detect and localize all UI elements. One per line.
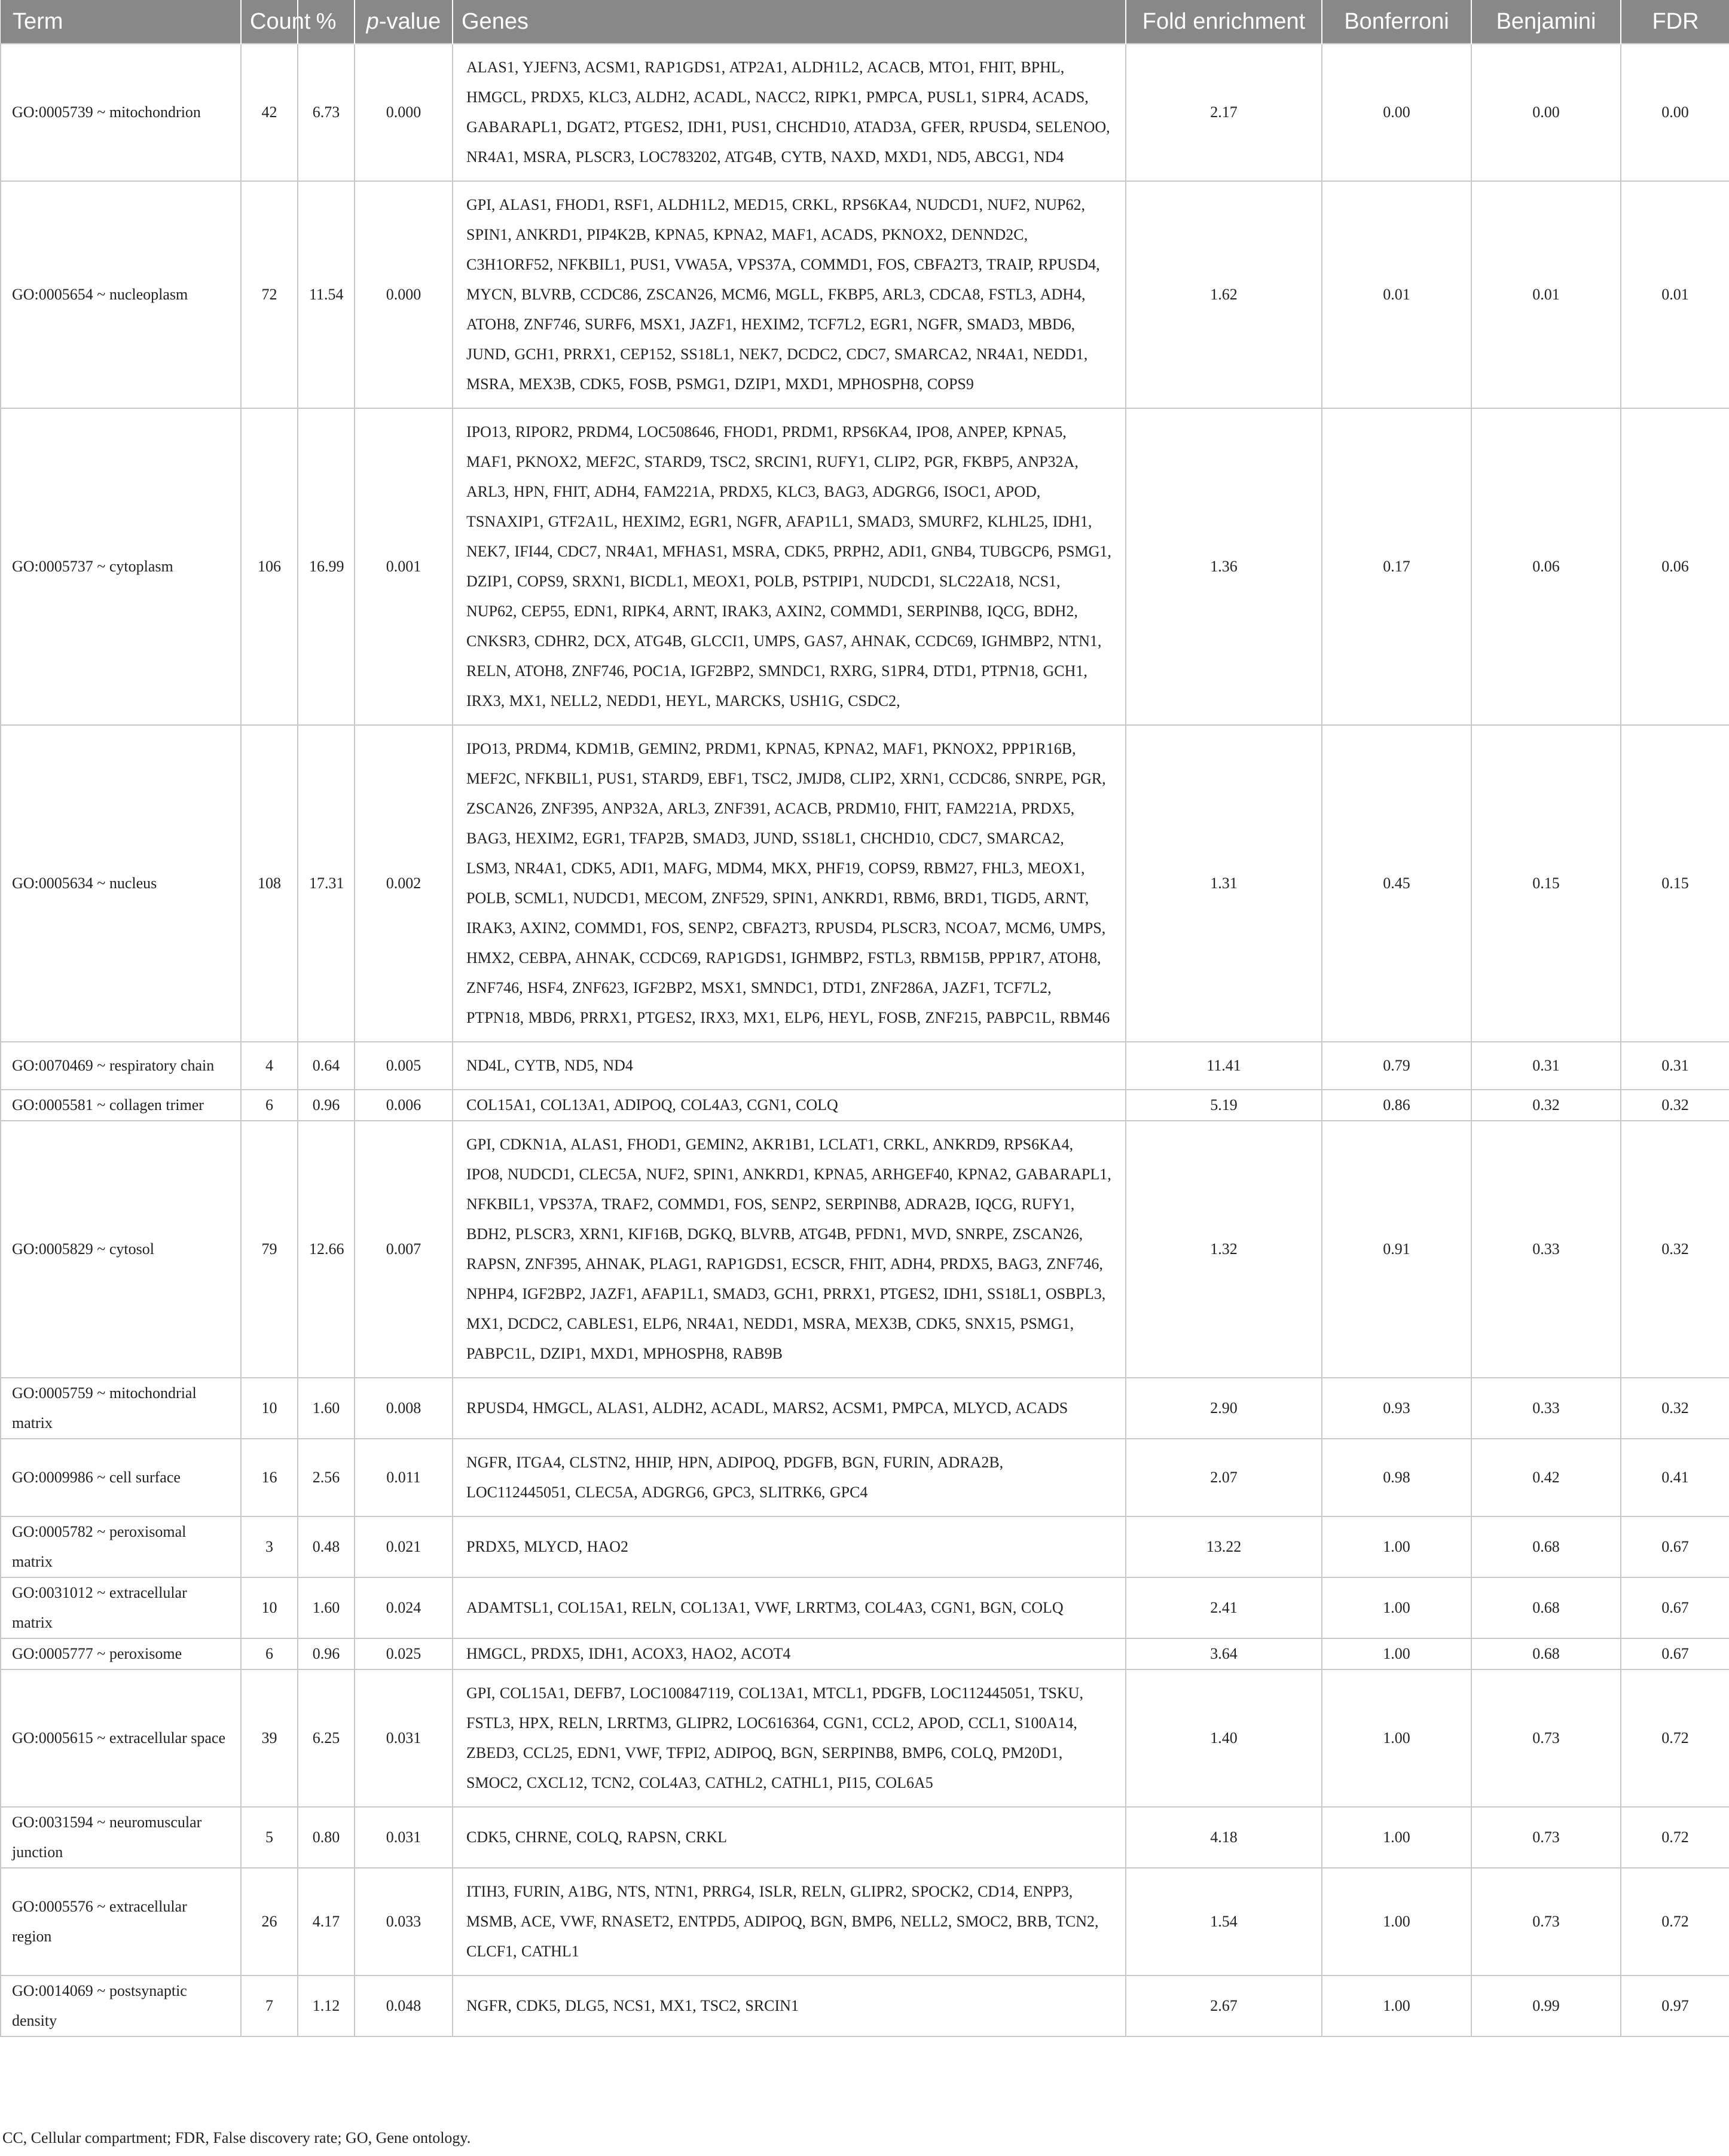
cell-benjamini: 0.33 bbox=[1471, 1121, 1621, 1378]
cell-pvalue: 0.000 bbox=[355, 181, 453, 408]
cell-fold-enrichment: 1.36 bbox=[1126, 408, 1322, 725]
cell-fold-enrichment: 1.62 bbox=[1126, 181, 1322, 408]
header-percent: % bbox=[298, 0, 355, 44]
cell-genes: GPI, CDKN1A, ALAS1, FHOD1, GEMIN2, AKR1B1, LCLAT1, CRKL, ANKRD9, RPS6KA4, IPO8, NUDCD1, CLEC5A, NUF2, SPIN1, ANKRD1, KPNA5, ARHGEF40, KPNA2, GABARAPL1, NFKBIL1, VPS37A, TRAF2, COMMD1, FOS, SENP2, SERPINB8, ADRA2B, IQCG, RUFY1, BDH2, PLSCR3, XRN1, KIF16B, DGKQ, BLVRB, ATG4B, PFDN1, MVD, SNRPE, ZSCAN26, RAPSN, ZNF395, AHNAK, PLAG1, RAP1GDS1, ECSCR, FHIT, ADH4, PRDX5, BAG3, ZNF746, NPHP4, IGF2BP2, JAZF1, AFAP1L1, SMAD3, GCH1, PRRX1, PTGES2, IDH1, SS18L1, OSBPL3, MX1, DCDC2, CABLES1, ELP6, NR4A1, NEDD1, MSRA, MEX3B, CDK5, SNX15, PSMG1, PABPC1L, DZIP1, MXD1, MPHOSPH8, RAB9B bbox=[453, 1121, 1126, 1378]
cell-genes: RPUSD4, HMGCL, ALAS1, ALDH2, ACADL, MARS2, ACSM1, PMPCA, MLYCD, ACADS bbox=[453, 1378, 1126, 1439]
cell-fdr: 0.97 bbox=[1621, 1975, 1729, 2036]
header-benjamini: Benjamini bbox=[1471, 0, 1621, 44]
header-bonferroni: Bonferroni bbox=[1322, 0, 1471, 44]
table-row bbox=[1, 1042, 1729, 1090]
cell-genes: GPI, ALAS1, FHOD1, RSF1, ALDH1L2, MED15, CRKL, RPS6KA4, NUDCD1, NUF2, NUP62, SPIN1, ANKRD1, PIP4K2B, KPNA5, KPNA2, MAF1, ACADS, PKNOX2, DENND2C, C3H1ORF52, NFKBIL1, PUS1, VWA5A, VPS37A, COMMD1, FOS, CBFA2T3, TRAIP, RPUSD4, MYCN, BLVRB, CCDC86, ZSCAN26, MCM6, MGLL, FKBP5, ARL3, CDCA8, FSTL3, ADH4, ATOH8, ZNF746, SURF6, MSX1, JAZF1, HEXIM2, TCF7L2, EGR1, NGFR, SMAD3, MBD6, JUND, GCH1, PRRX1, CEP152, SS18L1, NEK7, DCDC2, CDC7, SMARCA2, NR4A1, NEDD1, MSRA, MEX3B, CDK5, FOSB, PSMG1, DZIP1, MXD1, MPHOSPH8, COPS9 bbox=[453, 181, 1126, 408]
cell-fold-enrichment: 13.22 bbox=[1126, 1516, 1322, 1577]
table-footnote: CC, Cellular compartment; FDR, False discovery rate; GO, Gene ontology. bbox=[2, 2129, 471, 2146]
cell-percent: 6.73 bbox=[298, 44, 355, 181]
cell-pvalue: 0.001 bbox=[355, 408, 453, 725]
cell-benjamini: 0.68 bbox=[1471, 1638, 1621, 1669]
cell-pvalue: 0.008 bbox=[355, 1378, 453, 1439]
cell-fold-enrichment: 11.41 bbox=[1126, 1042, 1322, 1090]
header-fold-enrichment: Fold enrichment bbox=[1126, 0, 1322, 44]
table-row bbox=[1, 1638, 1729, 1669]
cell-term: GO:0031012 ~ extracellular matrix bbox=[1, 1577, 241, 1638]
header-fdr: FDR bbox=[1621, 0, 1729, 44]
cell-fold-enrichment: 5.19 bbox=[1126, 1090, 1322, 1121]
cell-bonferroni: 1.00 bbox=[1322, 1669, 1471, 1807]
cell-fdr: 0.32 bbox=[1621, 1121, 1729, 1378]
cell-bonferroni: 1.00 bbox=[1322, 1807, 1471, 1868]
cell-pvalue: 0.000 bbox=[355, 44, 453, 181]
cell-term: GO:0005634 ~ nucleus bbox=[1, 725, 241, 1042]
cell-fdr: 0.67 bbox=[1621, 1516, 1729, 1577]
cell-percent: 0.64 bbox=[298, 1042, 355, 1090]
cell-fold-enrichment: 4.18 bbox=[1126, 1807, 1322, 1868]
cell-pvalue: 0.024 bbox=[355, 1577, 453, 1638]
cell-fold-enrichment: 3.64 bbox=[1126, 1638, 1322, 1669]
cell-bonferroni: 0.45 bbox=[1322, 725, 1471, 1042]
cell-percent: 1.60 bbox=[298, 1378, 355, 1439]
cell-benjamini: 0.06 bbox=[1471, 408, 1621, 725]
cell-bonferroni: 1.00 bbox=[1322, 1638, 1471, 1669]
cell-percent: 11.54 bbox=[298, 181, 355, 408]
cell-fold-enrichment: 1.40 bbox=[1126, 1669, 1322, 1807]
table-row bbox=[1, 1868, 1729, 1975]
cell-term: GO:0005654 ~ nucleoplasm bbox=[1, 181, 241, 408]
table-row bbox=[1, 181, 1729, 408]
cell-genes: ITIH3, FURIN, A1BG, NTS, NTN1, PRRG4, ISLR, RELN, GLIPR2, SPOCK2, CD14, ENPP3, MSMB, ACE, VWF, RNASET2, ENTPD5, ADIPOQ, BGN, BMP6, NELL2, SMOC2, BRB, TCN2, CLCF1, CATHL1 bbox=[453, 1868, 1126, 1975]
table-row bbox=[1, 1121, 1729, 1378]
cell-benjamini: 0.33 bbox=[1471, 1378, 1621, 1439]
cell-count: 72 bbox=[241, 181, 298, 408]
cell-pvalue: 0.025 bbox=[355, 1638, 453, 1669]
table-row bbox=[1, 725, 1729, 1042]
cell-count: 6 bbox=[241, 1090, 298, 1121]
cell-fold-enrichment: 2.90 bbox=[1126, 1378, 1322, 1439]
cell-percent: 17.31 bbox=[298, 725, 355, 1042]
table-row bbox=[1, 1090, 1729, 1121]
cell-percent: 0.80 bbox=[298, 1807, 355, 1868]
cell-term: GO:0005737 ~ cytoplasm bbox=[1, 408, 241, 725]
cell-count: 5 bbox=[241, 1807, 298, 1868]
cell-bonferroni: 0.00 bbox=[1322, 44, 1471, 181]
cell-genes: GPI, COL15A1, DEFB7, LOC100847119, COL13A1, MTCL1, PDGFB, LOC112445051, TSKU, FSTL3, HPX, RELN, LRRTM3, GLIPR2, LOC616364, CGN1, CCL2, APOD, CCL1, S100A14, ZBED3, CCL25, EDN1, VWF, TFPI2, ADIPOQ, BGN, SERPINB8, BMP6, COLQ, PM20D1, SMOC2, CXCL12, TCN2, COL4A3, CATHL2, CATHL1, PI15, COL6A5 bbox=[453, 1669, 1126, 1807]
cell-count: 39 bbox=[241, 1669, 298, 1807]
cell-term: GO:0005759 ~ mitochondrial matrix bbox=[1, 1378, 241, 1439]
cell-benjamini: 0.73 bbox=[1471, 1807, 1621, 1868]
cell-fdr: 0.72 bbox=[1621, 1868, 1729, 1975]
cell-benjamini: 0.01 bbox=[1471, 181, 1621, 408]
header-pvalue-italic: p bbox=[366, 8, 379, 34]
cell-count: 26 bbox=[241, 1868, 298, 1975]
cell-term: GO:0005576 ~ extracellular region bbox=[1, 1868, 241, 1975]
cell-bonferroni: 0.93 bbox=[1322, 1378, 1471, 1439]
cell-genes: HMGCL, PRDX5, IDH1, ACOX3, HAO2, ACOT4 bbox=[453, 1638, 1126, 1669]
cell-percent: 0.96 bbox=[298, 1638, 355, 1669]
cell-bonferroni: 0.91 bbox=[1322, 1121, 1471, 1378]
cell-percent: 0.48 bbox=[298, 1516, 355, 1577]
cell-genes: ADAMTSL1, COL15A1, RELN, COL13A1, VWF, LRRTM3, COL4A3, CGN1, BGN, COLQ bbox=[453, 1577, 1126, 1638]
cell-fdr: 0.00 bbox=[1621, 44, 1729, 181]
header-pvalue-rest: -value bbox=[378, 8, 441, 34]
cell-genes: ALAS1, YJEFN3, ACSM1, RAP1GDS1, ATP2A1, ALDH1L2, ACACB, MTO1, FHIT, BPHL, HMGCL, PRDX5, KLC3, ALDH2, ACADL, NACC2, RIPK1, PMPCA, PUSL1, S1PR4, ACADS, GABARAPL1, DGAT2, PTGES2, IDH1, PUS1, CHCHD10, ATAD3A, GFER, RPUSD4, SELENOO, NR4A1, MSRA, PLSCR3, LOC783202, ATG4B, CYTB, NAXD, MXD1, ND5, ABCG1, ND4 bbox=[453, 44, 1126, 181]
cell-bonferroni: 0.98 bbox=[1322, 1439, 1471, 1516]
cell-percent: 6.25 bbox=[298, 1669, 355, 1807]
cell-genes: IPO13, PRDM4, KDM1B, GEMIN2, PRDM1, KPNA5, KPNA2, MAF1, PKNOX2, PPP1R16B, MEF2C, NFKBIL1, PUS1, STARD9, EBF1, TSC2, JMJD8, CLIP2, XRN1, CCDC86, SNRPE, PGR, ZSCAN26, ZNF395, ANP32A, ARL3, ZNF391, ACACB, PRDM10, FHIT, FAM221A, PRDX5, BAG3, HEXIM2, EGR1, TFAP2B, SMAD3, JUND, SS18L1, CHCHD10, CDC7, SMARCA2, LSM3, NR4A1, CDK5, ADI1, MAFG, MDM4, MKX, PHF19, COPS9, RBM27, FHL3, MEOX1, POLB, SCML1, NUDCD1, MECOM, ZNF529, SPIN1, ANKRD1, RBM6, BRD1, TIGD5, ARNT, IRAK3, AXIN2, COMMD1, FOS, SENP2, CBFA2T3, RPUSD4, PLSCR3, NCOA7, MCM6, UMPS, HMX2, CEBPA, AHNAK, CCDC69, RAP1GDS1, IGHMBP2, FSTL3, RBM15B, PPP1R7, ATOH8, ZNF746, HSF4, ZNF623, IGF2BP2, MSX1, SMNDC1, DTD1, ZNF286A, JAZF1, TCF7L2, PTPN18, MBD6, PRRX1, PTGES2, IRX3, MX1, ELP6, HEYL, FOSB, ZNF215, PABPC1L, RBM46 bbox=[453, 725, 1126, 1042]
cell-benjamini: 0.73 bbox=[1471, 1868, 1621, 1975]
cell-count: 7 bbox=[241, 1975, 298, 2036]
cell-pvalue: 0.048 bbox=[355, 1975, 453, 2036]
cell-pvalue: 0.031 bbox=[355, 1669, 453, 1807]
cell-count: 4 bbox=[241, 1042, 298, 1090]
cell-count: 79 bbox=[241, 1121, 298, 1378]
cell-pvalue: 0.006 bbox=[355, 1090, 453, 1121]
header-term: Term bbox=[1, 0, 241, 44]
table-row bbox=[1, 1516, 1729, 1577]
cell-genes: PRDX5, MLYCD, HAO2 bbox=[453, 1516, 1126, 1577]
cell-count: 106 bbox=[241, 408, 298, 725]
table-row bbox=[1, 1975, 1729, 2036]
cell-bonferroni: 0.17 bbox=[1322, 408, 1471, 725]
cell-genes: IPO13, RIPOR2, PRDM4, LOC508646, FHOD1, PRDM1, RPS6KA4, IPO8, ANPEP, KPNA5, MAF1, PKNOX2, MEF2C, STARD9, TSC2, SRCIN1, RUFY1, CLIP2, PGR, FKBP5, ANP32A, ARL3, HPN, FHIT, ADH4, FAM221A, PRDX5, KLC3, BAG3, ADGRG6, ISOC1, APOD, TSNAXIP1, GTF2A1L, HEXIM2, EGR1, NGFR, AFAP1L1, SMAD3, SMURF2, KLHL25, IDH1, NEK7, IFI44, CDC7, NR4A1, MFHAS1, MSRA, CDK5, PRPH2, ADI1, GNB4, TUBGCP6, PSMG1, DZIP1, COPS9, SRXN1, BICDL1, MEOX1, POLB, PSTPIP1, NUDCD1, SLC22A18, NCS1, NUP62, CEP55, EDN1, RIPK4, ARNT, IRAK3, AXIN2, COMMD1, SERPINB8, IQCG, BDH2, CNKSR3, CDHR2, DCX, ATG4B, GLCCI1, UMPS, GAS7, AHNAK, CCDC69, IGHMBP2, NTN1, RELN, ATOH8, ZNF746, POC1A, IGF2BP2, SMNDC1, RXRG, S1PR4, DTD1, PTPN18, GCH1, IRX3, MX1, NELL2, NEDD1, HEYL, MARCKS, USH1G, CSDC2, bbox=[453, 408, 1126, 725]
cell-count: 10 bbox=[241, 1378, 298, 1439]
table-row bbox=[1, 1378, 1729, 1439]
cell-term: GO:0005782 ~ peroxisomal matrix bbox=[1, 1516, 241, 1577]
cell-term: GO:0005739 ~ mitochondrion bbox=[1, 44, 241, 181]
cell-term: GO:0005581 ~ collagen trimer bbox=[1, 1090, 241, 1121]
cell-term: GO:0009986 ~ cell surface bbox=[1, 1439, 241, 1516]
cell-pvalue: 0.021 bbox=[355, 1516, 453, 1577]
cell-benjamini: 0.32 bbox=[1471, 1090, 1621, 1121]
cell-fold-enrichment: 1.32 bbox=[1126, 1121, 1322, 1378]
cell-pvalue: 0.033 bbox=[355, 1868, 453, 1975]
cell-genes: ND4L, CYTB, ND5, ND4 bbox=[453, 1042, 1126, 1090]
cell-percent: 16.99 bbox=[298, 408, 355, 725]
cell-benjamini: 0.68 bbox=[1471, 1577, 1621, 1638]
cell-percent: 1.12 bbox=[298, 1975, 355, 2036]
cell-fdr: 0.72 bbox=[1621, 1669, 1729, 1807]
cell-benjamini: 0.42 bbox=[1471, 1439, 1621, 1516]
cell-fold-enrichment: 1.54 bbox=[1126, 1868, 1322, 1975]
cell-bonferroni: 1.00 bbox=[1322, 1516, 1471, 1577]
cell-fold-enrichment: 2.07 bbox=[1126, 1439, 1322, 1516]
cell-percent: 4.17 bbox=[298, 1868, 355, 1975]
header-genes: Genes bbox=[453, 0, 1126, 44]
cell-fold-enrichment: 2.67 bbox=[1126, 1975, 1322, 2036]
cell-fdr: 0.01 bbox=[1621, 181, 1729, 408]
cell-percent: 2.56 bbox=[298, 1439, 355, 1516]
cell-fold-enrichment: 2.41 bbox=[1126, 1577, 1322, 1638]
cell-term: GO:0014069 ~ postsynaptic density bbox=[1, 1975, 241, 2036]
cell-genes: NGFR, ITGA4, CLSTN2, HHIP, HPN, ADIPOQ, PDGFB, BGN, FURIN, ADRA2B, LOC112445051, CLEC5A, ADGRG6, GPC3, SLITRK6, GPC4 bbox=[453, 1439, 1126, 1516]
cell-benjamini: 0.15 bbox=[1471, 725, 1621, 1042]
cell-count: 42 bbox=[241, 44, 298, 181]
cell-count: 6 bbox=[241, 1638, 298, 1669]
cell-term: GO:0005777 ~ peroxisome bbox=[1, 1638, 241, 1669]
cell-genes: CDK5, CHRNE, COLQ, RAPSN, CRKL bbox=[453, 1807, 1126, 1868]
table-row bbox=[1, 1439, 1729, 1516]
cell-benjamini: 0.99 bbox=[1471, 1975, 1621, 2036]
cell-percent: 1.60 bbox=[298, 1577, 355, 1638]
table-row bbox=[1, 1577, 1729, 1638]
cell-pvalue: 0.002 bbox=[355, 725, 453, 1042]
cell-bonferroni: 1.00 bbox=[1322, 1868, 1471, 1975]
cell-benjamini: 0.68 bbox=[1471, 1516, 1621, 1577]
cell-fold-enrichment: 1.31 bbox=[1126, 725, 1322, 1042]
cell-percent: 12.66 bbox=[298, 1121, 355, 1378]
cell-pvalue: 0.005 bbox=[355, 1042, 453, 1090]
cell-count: 16 bbox=[241, 1439, 298, 1516]
cell-bonferroni: 1.00 bbox=[1322, 1577, 1471, 1638]
cell-fdr: 0.72 bbox=[1621, 1807, 1729, 1868]
cell-bonferroni: 0.86 bbox=[1322, 1090, 1471, 1121]
cell-pvalue: 0.031 bbox=[355, 1807, 453, 1868]
table-row bbox=[1, 1669, 1729, 1807]
cell-fdr: 0.06 bbox=[1621, 408, 1729, 725]
cell-count: 108 bbox=[241, 725, 298, 1042]
cell-fdr: 0.67 bbox=[1621, 1577, 1729, 1638]
cell-count: 3 bbox=[241, 1516, 298, 1577]
cell-genes: COL15A1, COL13A1, ADIPOQ, COL4A3, CGN1, COLQ bbox=[453, 1090, 1126, 1121]
table-row bbox=[1, 408, 1729, 725]
header-count: Count bbox=[241, 0, 298, 44]
cell-pvalue: 0.007 bbox=[355, 1121, 453, 1378]
table-row bbox=[1, 1807, 1729, 1868]
cell-fdr: 0.32 bbox=[1621, 1378, 1729, 1439]
cell-pvalue: 0.011 bbox=[355, 1439, 453, 1516]
cell-term: GO:0005829 ~ cytosol bbox=[1, 1121, 241, 1378]
cell-fdr: 0.41 bbox=[1621, 1439, 1729, 1516]
header-pvalue bbox=[355, 0, 453, 44]
header-row bbox=[1, 0, 1729, 44]
cell-fold-enrichment: 2.17 bbox=[1126, 44, 1322, 181]
cell-bonferroni: 1.00 bbox=[1322, 1975, 1471, 2036]
cell-fdr: 0.32 bbox=[1621, 1090, 1729, 1121]
cell-bonferroni: 0.01 bbox=[1322, 181, 1471, 408]
cell-fdr: 0.15 bbox=[1621, 725, 1729, 1042]
cell-genes: NGFR, CDK5, DLG5, NCS1, MX1, TSC2, SRCIN1 bbox=[453, 1975, 1126, 2036]
cell-benjamini: 0.00 bbox=[1471, 44, 1621, 181]
cell-term: GO:0070469 ~ respiratory chain bbox=[1, 1042, 241, 1090]
cell-term: GO:0031594 ~ neuromuscular junction bbox=[1, 1807, 241, 1868]
cell-term: GO:0005615 ~ extracellular space bbox=[1, 1669, 241, 1807]
table-row bbox=[1, 44, 1729, 181]
cell-bonferroni: 0.79 bbox=[1322, 1042, 1471, 1090]
cell-benjamini: 0.73 bbox=[1471, 1669, 1621, 1807]
cell-count: 10 bbox=[241, 1577, 298, 1638]
cell-fdr: 0.67 bbox=[1621, 1638, 1729, 1669]
cell-percent: 0.96 bbox=[298, 1090, 355, 1121]
cell-fdr: 0.31 bbox=[1621, 1042, 1729, 1090]
cell-benjamini: 0.31 bbox=[1471, 1042, 1621, 1090]
